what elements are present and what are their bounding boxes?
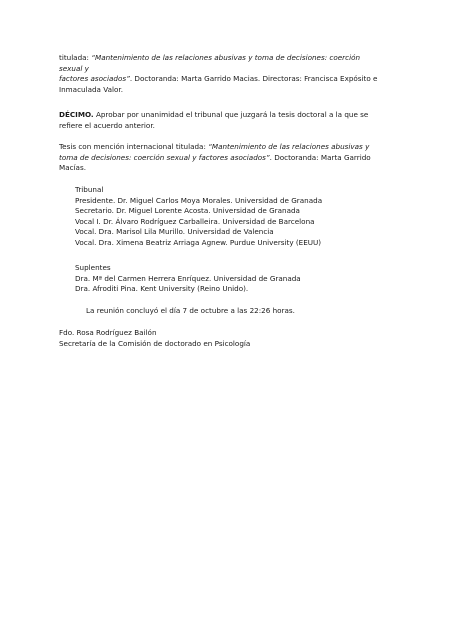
paragraph-decimo	[59, 110, 391, 131]
para1-title-part2: sexual y	[59, 63, 89, 73]
para3-title-part2: toma de decisiones: coerción sexual y factores asociados”	[59, 152, 270, 162]
suplentes-section	[75, 263, 407, 295]
paragraph-thesis-title	[59, 53, 391, 95]
paragraph-international-thesis	[59, 142, 391, 174]
para2-line2: refiere el acuerdo anterior.	[59, 120, 155, 130]
para3-prefix: Tesis con mención internacional titulada:	[59, 142, 209, 151]
para1-doctoranda: . Doctoranda: Marta Garrido Macias. Directoras: Francisca Expósito e	[129, 74, 378, 83]
para1-prefix: titulada:	[59, 53, 92, 62]
para1-line3	[59, 74, 391, 85]
suplente-member: Dra. Afroditi Pina. Kent University (Reino Unido).	[75, 284, 249, 293]
signatory-name: Fdo. Rosa Rodríguez Bailón	[59, 328, 157, 337]
para3-line1	[59, 142, 391, 153]
para3-doctoranda: . Doctoranda: Marta Garrido	[269, 152, 371, 162]
para3-line3: Macías.	[59, 163, 86, 172]
para3-title-part1: “Mantenimiento de las relaciones abusivas y	[208, 142, 370, 151]
tribunal-member: Vocal. Dra. Ximena Beatriz Arriaga Agnew. Purdue University (EEUU)	[75, 237, 322, 247]
closing-text: La reunión concluyó el día 7 de octubre a las 22:26 horas.	[86, 306, 295, 315]
tribunal-member: Vocal I. Dr. Álvaro Rodríguez Carballeira. Universidad de Barcelona	[75, 216, 315, 226]
closing-statement	[86, 306, 418, 317]
signature-block	[59, 328, 391, 349]
decimo-label: DÉCIMO.	[59, 110, 94, 119]
tribunal-section	[75, 185, 407, 248]
tribunal-heading: Tribunal	[75, 185, 104, 194]
para1-title-part3: factores asociados”	[59, 74, 130, 83]
suplentes-heading: Suplentes	[75, 263, 111, 272]
signatory-title: Secretaría de la Comisión de doctorado en Psicología	[59, 338, 251, 348]
para1-title-part1: “Mantenimiento de las relaciones abusivas y toma de decisiones: coerción	[91, 53, 361, 62]
para2-line1	[59, 110, 391, 121]
suplente-member: Dra. Mª del Carmen Herrera Enríquez. Universidad de Granada	[75, 273, 301, 283]
tribunal-member: Presidente. Dr. Miguel Carlos Moya Morales. Universidad de Granada	[75, 195, 323, 205]
para1-line1	[59, 53, 391, 64]
para1-line4: Inmaculada Valor.	[59, 84, 123, 94]
tribunal-member: Vocal. Dra. Marisol Lila Murillo. Universidad de Valencia	[75, 227, 274, 236]
para2-text: Aprobar por unanimidad el tribunal que juzgará la tesis doctoral a la que se	[93, 110, 369, 119]
para3-line2	[59, 153, 391, 164]
tribunal-member: Secretario. Dr. Miguel Lorente Acosta. Universidad de Granada	[75, 206, 300, 215]
